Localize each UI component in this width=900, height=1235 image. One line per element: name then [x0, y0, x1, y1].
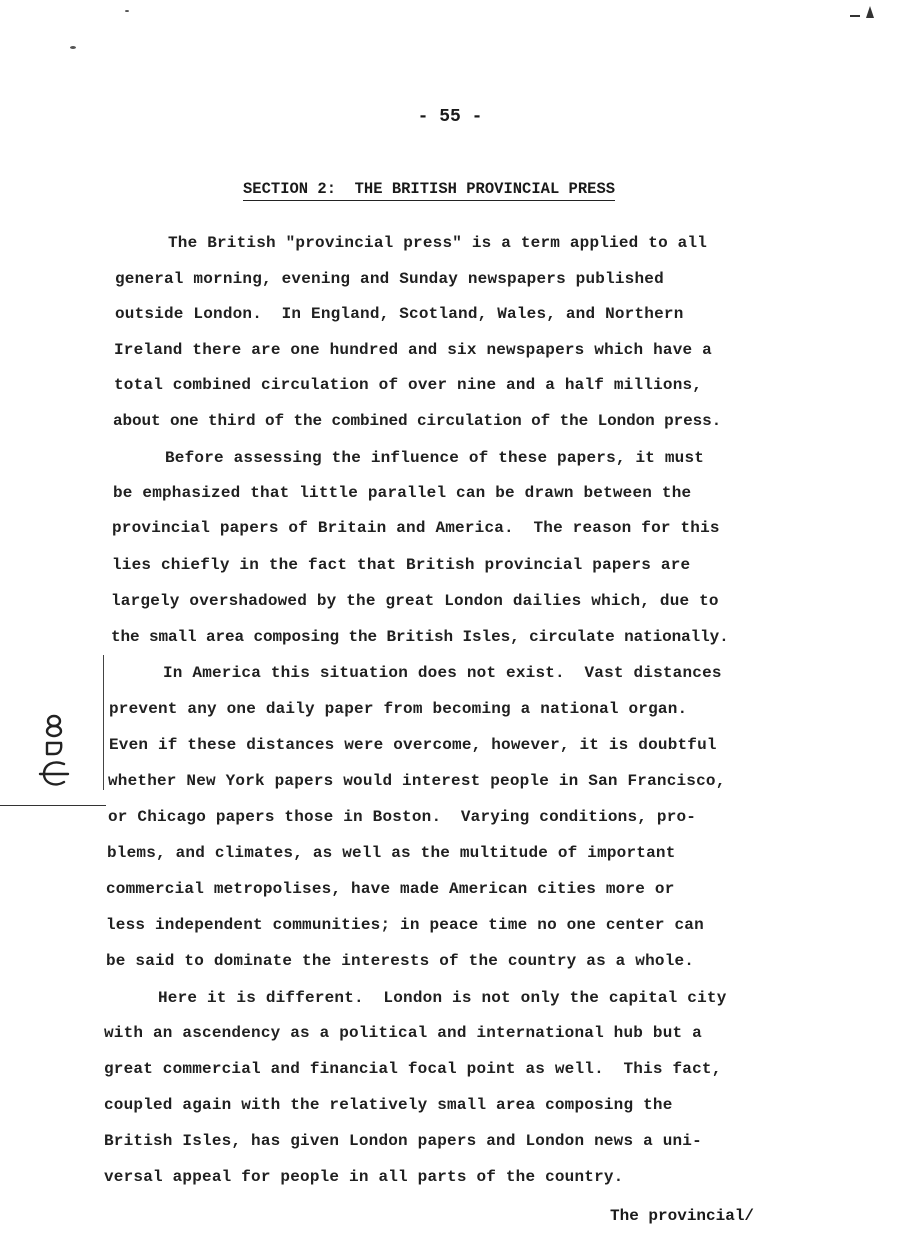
text-line: blems, and climates, as well as the multitude of important — [107, 844, 676, 862]
margin-handwritten-note — [34, 712, 74, 792]
text-line: total combined circulation of over nine and a half millions, — [114, 376, 703, 394]
text-line: be said to dominate the interests of the country as a whole. — [106, 952, 695, 970]
text-line: In America this situation does not exist. Vast distances — [163, 664, 722, 682]
text-line: Even if these distances were overcome, however, it is doubtful — [109, 736, 717, 754]
text-line: general morning, evening and Sunday newspapers published — [115, 270, 664, 288]
text-line: coupled again with the relatively small area composing the — [104, 1096, 673, 1114]
section-title: SECTION 2: THE BRITISH PROVINCIAL PRESS — [243, 179, 615, 201]
text-line: with an ascendency as a political and international hub but a — [104, 1024, 702, 1042]
text-line: largely overshadowed by the great London dailies which, due to — [111, 592, 719, 610]
text-line: the small area composing the British Isles, circulate nationally. — [111, 628, 729, 646]
text-line: about one third of the combined circulation of the London press. — [113, 412, 722, 430]
text-line: British Isles, has given London papers and London news a uni- — [104, 1132, 702, 1150]
text-line: less independent communities; in peace time no one center can — [106, 916, 704, 934]
ink-speck — [125, 10, 129, 12]
text-line: Before assessing the influence of these papers, it must — [165, 449, 705, 467]
margin-rule-line — [0, 805, 106, 806]
corner-staple-mark — [848, 2, 878, 22]
continuation-catchword: The provincial/ — [610, 1207, 755, 1225]
page-number: - 55 - — [417, 107, 483, 127]
text-line: outside London. In England, Scotland, Wales, and Northern — [115, 305, 684, 323]
text-line: be emphasized that little parallel can be drawn between the — [113, 484, 692, 502]
text-line: great commercial and financial focal point as well. This fact, — [104, 1060, 722, 1078]
text-line: whether New York papers would interest people in San Francisco, — [108, 772, 726, 790]
text-line: commercial metropolises, have made American cities more or — [106, 880, 675, 898]
text-line: provincial papers of Britain and America. The reason for this — [112, 519, 720, 537]
ink-speck — [70, 46, 76, 49]
text-line: Here it is different. London is not only the capital city — [158, 989, 727, 1007]
text-line: lies chiefly in the fact that British provincial papers are — [112, 556, 691, 574]
text-line: versal appeal for people in all parts of the country. — [104, 1168, 624, 1186]
text-line: The British "provincial press" is a term applied to all — [168, 234, 708, 252]
margin-bracket-line — [103, 655, 104, 790]
text-line: prevent any one daily paper from becoming a national organ. — [109, 700, 688, 718]
text-line: or Chicago papers those in Boston. Varying conditions, pro- — [108, 808, 697, 826]
text-line: Ireland there are one hundred and six newspapers which have a — [114, 341, 712, 359]
